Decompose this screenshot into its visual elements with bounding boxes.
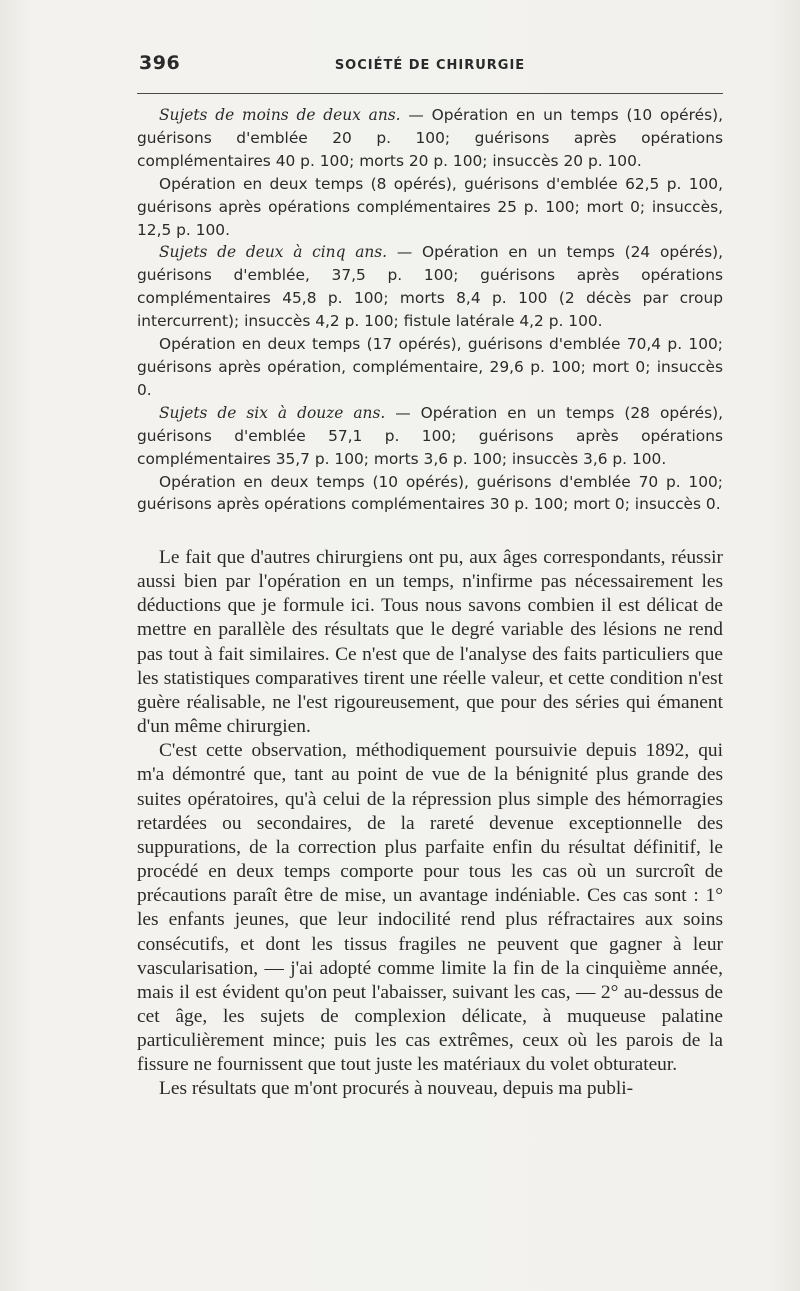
body-paragraph: Les résultats que m'ont procurés à nouveau, depuis ma publi- [159,1078,634,1100]
summary-text: Opération en deux temps (8 opérés), guérisons d'emblée 62,5 p. 100, guérisons après opérations complémentaires 25 p. 100; mort 0; insuccès, 12,5 p. 100. [137,174,723,239]
summary-paragraph [137,173,723,242]
age-group-label: Sujets de moins de deux ans. [159,106,401,124]
running-title: SOCIÉTÉ DE CHIRURGIE [334,58,526,73]
summary-paragraph [137,402,723,471]
summary-text: Opération en deux temps (17 opérés), guérisons d'emblée 70,4 p. 100; guérisons après opération, complémentaire, 29,6 p. 100; mort 0; insuccès 0. [137,335,723,399]
body-text [137,546,723,1102]
summary-text: — Opération en un temps (10 opérés), guérisons d'emblée 20 p. 100; guérisons après opérations complémentaires 40 p. 100; morts 20 p. 100; insuccès 20 p. 100. [137,106,723,170]
summary-paragraph [137,471,723,517]
summary-text: — Opération en un temps (28 opérés), guérisons d'emblée 57,1 p. 100; guérisons après opérations complémentaires 35,7 p. 100; morts 3,6 p. 100; insuccès 3,6 p. 100. [137,403,723,468]
header-rule [137,93,723,94]
age-group-label: Sujets de deux à cinq ans. [159,243,388,262]
summary-paragraph [137,241,723,333]
age-group-label: Sujets de six à douze ans. [159,403,386,422]
page-header [137,52,723,78]
statistics-summary [137,104,723,516]
body-paragraph: C'est cette observation, méthodiquement poursuivie depuis 1892, qui m'a démontré que, tant au point de vue de la bénignité plus grande des suites opératoires, qu'à celui de la répression plus simple des hémorragies retardées ou secondaires, de la rareté devenue exceptionnelle des suppurations, de la correction plus parfaite enfin du résultat définitif, le procédé en deux temps comporte pour tous les cas où un surcroît de précautions paraît être de mise, un avantage indéniable. Ces cas sont : 1° les enfants jeunes, que leur indocilité rend plus réfractaires aux soins consécutifs, et dont les tissus fragiles ne peuvent que gagner à leur vascularisation, — j'ai adopté comme limite la fin de la cinquième année, mais il est évident qu'on peut l'abaisser, suivant les cas, — 2° au-dessus de cet âge, les sujets de complexion délicate, à muqueuse palatine particulièrement mince; puis les cas extrêmes, ceux où les parois de la fissure ne fournissent que tout juste les matériaux du volet obturateur. [137,740,723,1076]
summary-paragraph [137,333,723,402]
summary-text: — Opération en un temps (24 opérés), guérisons d'emblée, 37,5 p. 100; guérisons après opérations complémentaires 45,8 p. 100; morts 8,4 p. 100 (2 décès par croup intercurrent); insuccès 4,2 p. 100; fistule latérale 4,2 p. 100. [137,243,723,331]
body-paragraph: Le fait que d'autres chirurgiens ont pu, aux âges correspondants, réussir aussi bien par l'opération en un temps, n'infirme pas nécessairement les déductions que je formule ici. Tous nous savons combien il est délicat de mettre en parallèle des résultats que le degré variable des lésions ne rend pas tout à fait similaires. Ce n'est que de l'analyse des faits particuliers que les statistiques comparatives tirent une réelle valeur, et cette condition n'est guère réalisable, ne l'est rigoureusement, que pour des séries qui émanent d'un même chirurgien. [137,547,723,738]
page-number: 396 [139,52,181,74]
summary-text: Opération en deux temps (10 opérés), guérisons d'emblée 70 p. 100; guérisons après opérations complémentaires 30 p. 100; mort 0; insuccès 0. [137,472,723,514]
summary-paragraph [137,104,723,173]
